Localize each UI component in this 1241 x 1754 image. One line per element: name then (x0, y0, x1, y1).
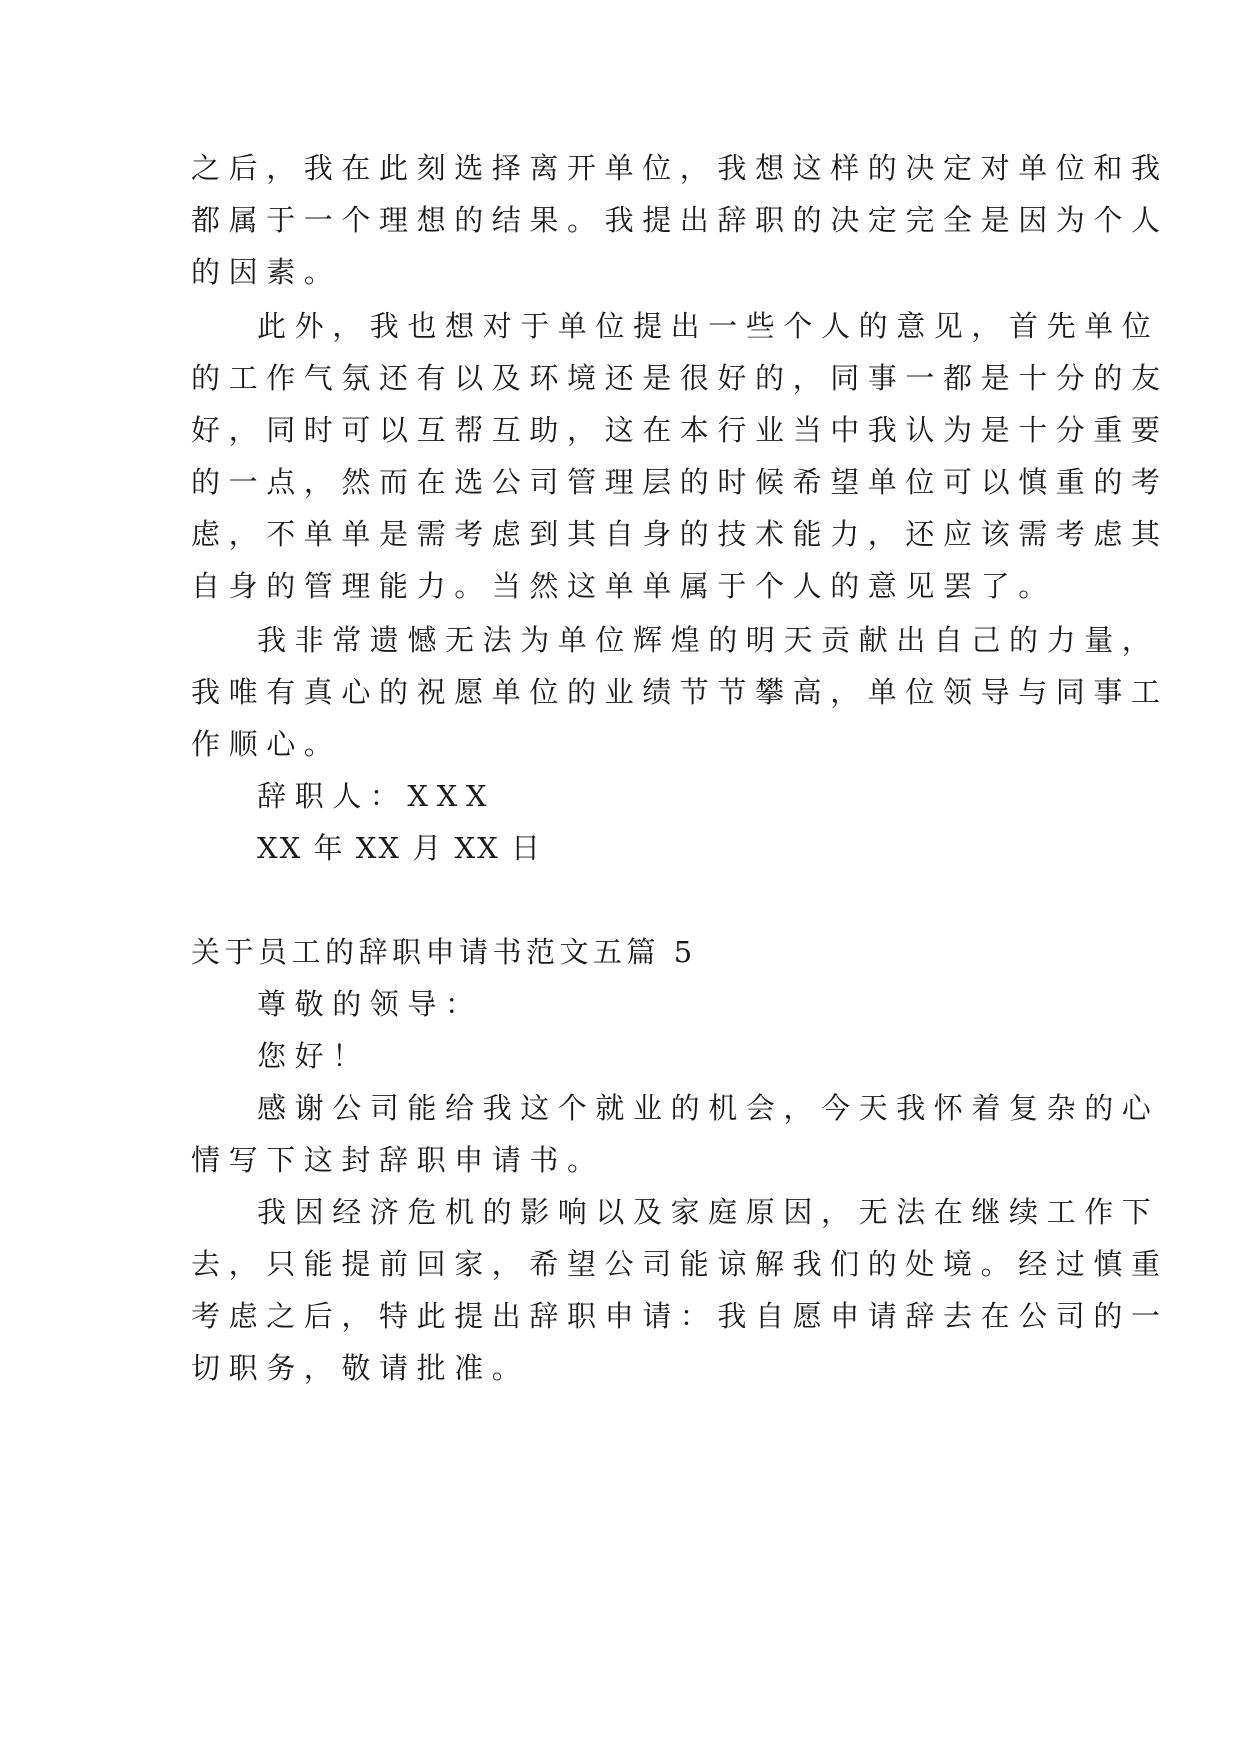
text-line: 情写下这封辞职申请书。 (191, 1143, 605, 1177)
text-line: 我唯有真心的祝愿单位的业绩节节攀高，单位领导与同事工 (191, 675, 1169, 709)
text-line: 自身的管理能力。当然这单单属于个人的意见罢了。 (191, 569, 1056, 603)
text-line: 此外，我也想对于单位提出一些个人的意见，首先单位 (257, 309, 1160, 343)
text-line: 我非常遗憾无法为单位辉煌的明天贡献出自己的力量， (257, 623, 1160, 657)
text-line: 都属于一个理想的结果。我提出辞职的决定完全是因为个人 (191, 203, 1169, 237)
text-line: 我因经济危机的影响以及家庭原因，无法在继续工作下 (257, 1195, 1160, 1229)
text-line: 好，同时可以互帮互助，这在本行业当中我认为是十分重要 (191, 413, 1169, 447)
salutation: 尊敬的领导： (257, 987, 483, 1021)
date: XX 年 XX 月 XX 日 (257, 831, 542, 865)
text-line: 的因素。 (191, 255, 342, 289)
text-line: 考虑之后，特此提出辞职申请：我自愿申请辞去在公司的一 (191, 1299, 1169, 1333)
text-line: 切职务，敬请批准。 (191, 1351, 530, 1385)
text-line: 之后，我在此刻选择离开单位，我想这样的决定对单位和我 (191, 151, 1169, 185)
signature: 辞职人：XXX (257, 779, 496, 813)
text-line: 虑，不单单是需考虑到其自身的技术能力，还应该需考虑其 (191, 517, 1169, 551)
text-line: 的工作气氛还有以及环境还是很好的，同事一都是十分的友 (191, 361, 1169, 395)
greeting: 您好！ (257, 1039, 370, 1073)
section-heading: 关于员工的辞职申请书范文五篇 5 (191, 935, 697, 969)
text-line: 去，只能提前回家，希望公司能谅解我们的处境。经过慎重 (191, 1247, 1169, 1281)
text-line: 作顺心。 (191, 727, 342, 761)
text-line: 感谢公司能给我这个就业的机会，今天我怀着复杂的心 (257, 1091, 1160, 1125)
text-line: 的一点，然而在选公司管理层的时候希望单位可以慎重的考 (191, 465, 1169, 499)
